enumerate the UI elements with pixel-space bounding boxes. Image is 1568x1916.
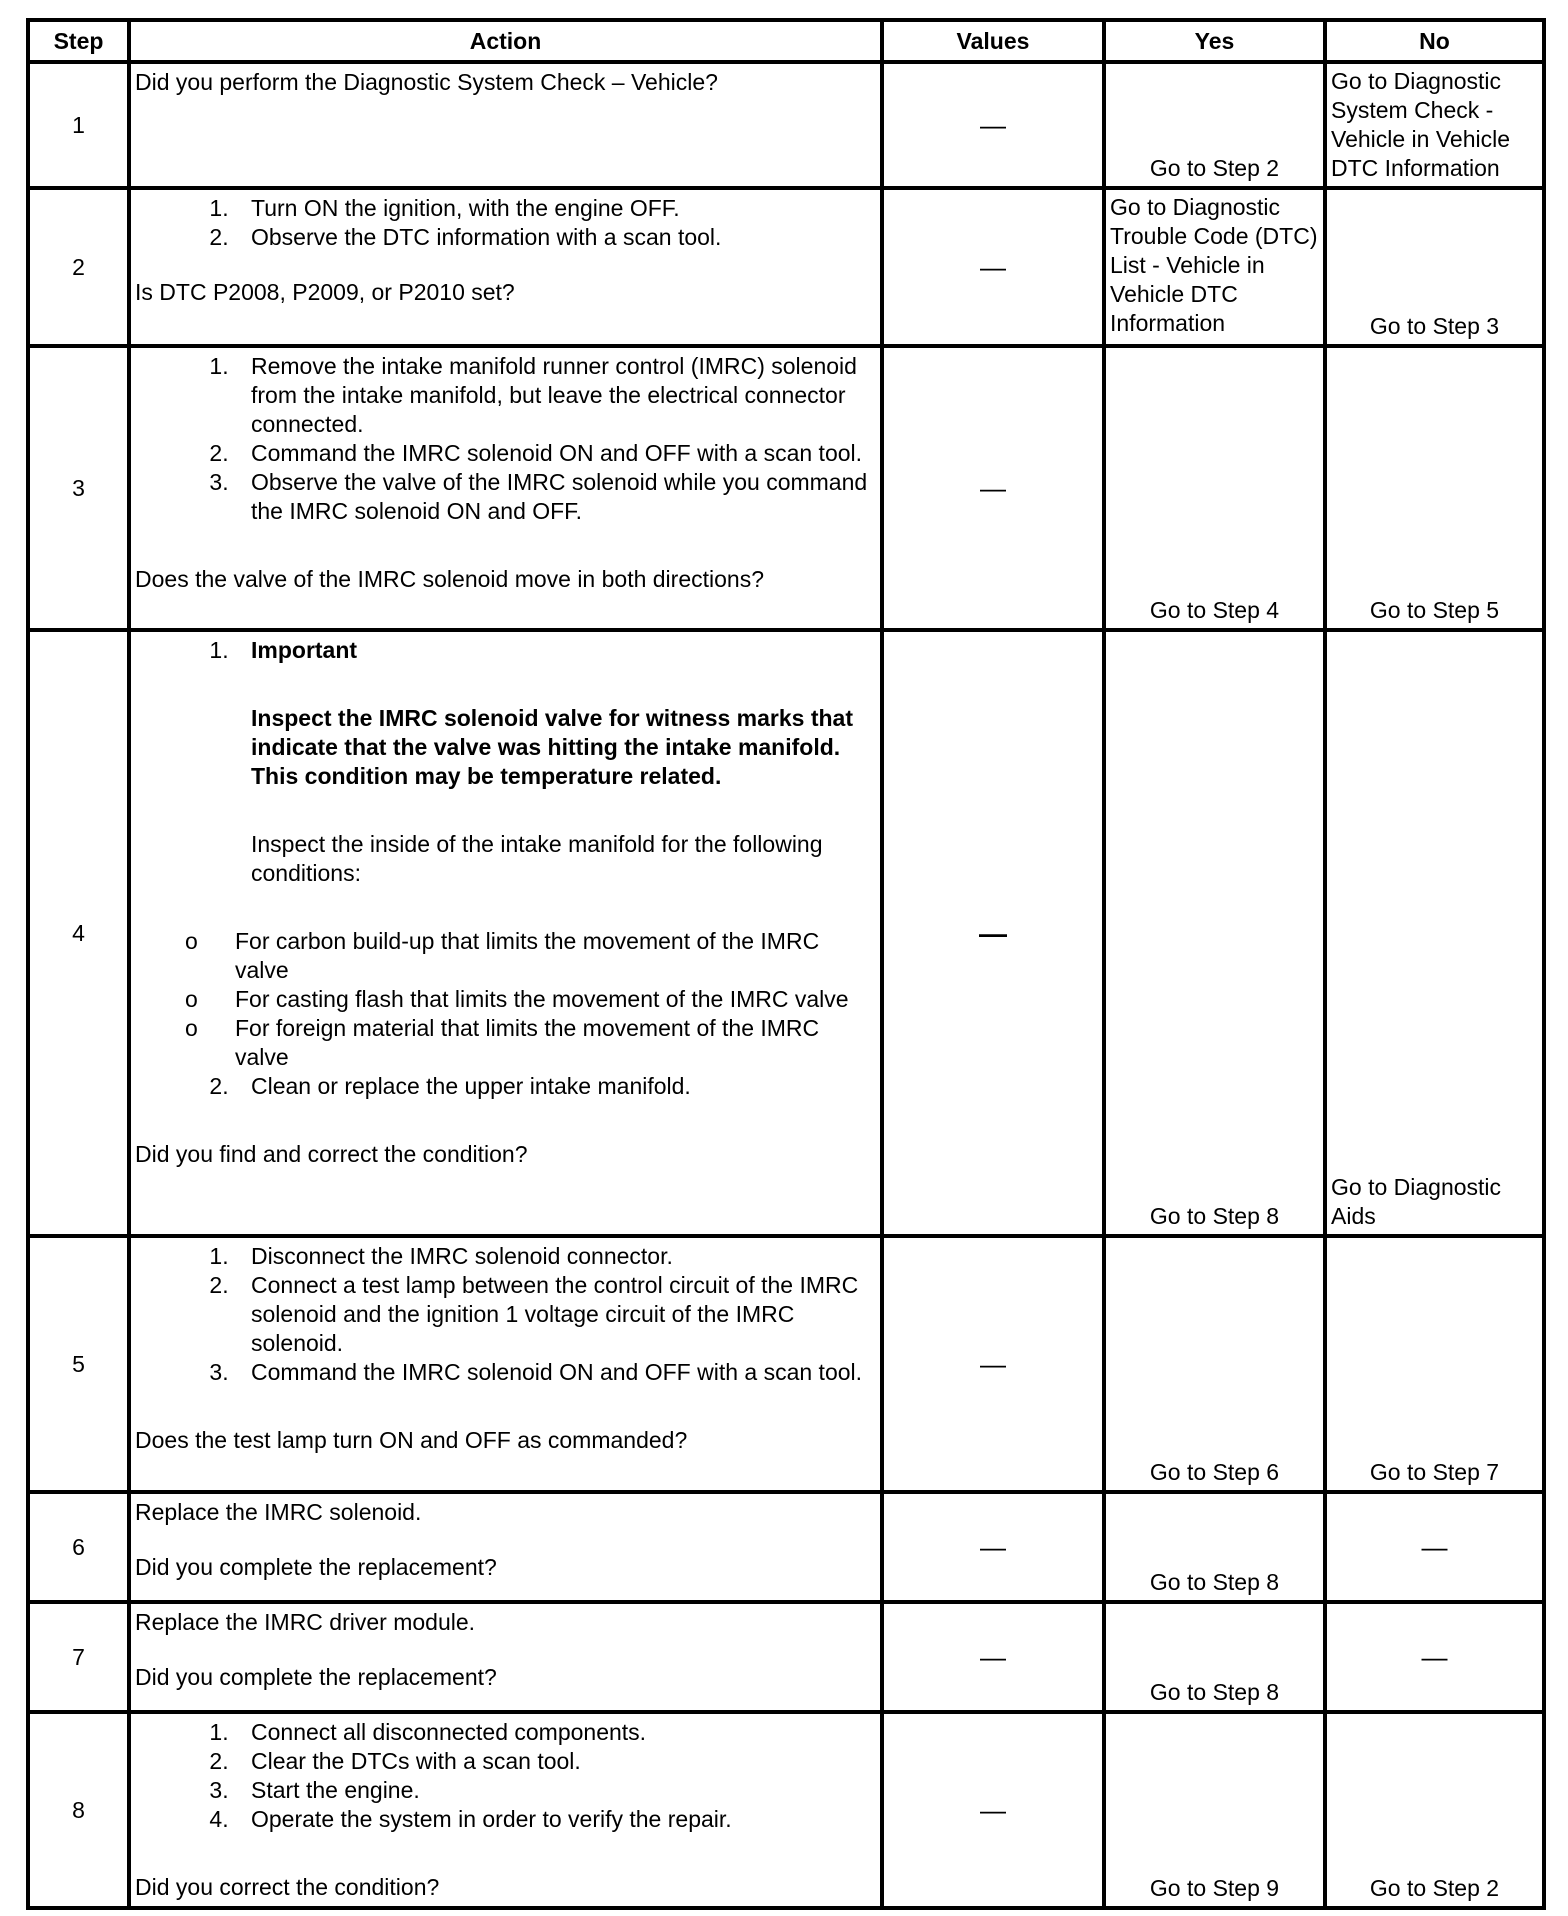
action-steps-list xyxy=(135,1242,872,1387)
values-cell: — xyxy=(882,630,1104,1236)
step-number: 6 xyxy=(28,1492,129,1602)
table-row xyxy=(28,1602,1544,1712)
action-step: 1. Turn ON the ignition, with the engine OFF. xyxy=(235,194,872,223)
no-cell: Go to Step 7 xyxy=(1325,1236,1544,1492)
step-number: 4 xyxy=(28,630,129,1236)
table-row xyxy=(28,1236,1544,1492)
table-row xyxy=(28,630,1544,1236)
yes-cell: Go to Step 2 xyxy=(1104,62,1325,188)
action-step: 3. Start the engine. xyxy=(235,1776,872,1805)
yes-cell: Go to Step 4 xyxy=(1104,346,1325,630)
values-cell: — xyxy=(882,1236,1104,1492)
action-step: 3. Observe the valve of the IMRC solenoid while you command the IMRC solenoid ON and OFF. xyxy=(235,468,872,526)
values-cell: — xyxy=(882,188,1104,346)
table-row xyxy=(28,188,1544,346)
yes-cell: Go to Step 8 xyxy=(1104,1492,1325,1602)
circle-bullet-icon: o xyxy=(185,986,198,1012)
action-question: Is DTC P2008, P2009, or P2010 set? xyxy=(135,279,515,305)
condition-item xyxy=(135,985,872,1014)
header-yes: Yes xyxy=(1104,20,1325,62)
header-row xyxy=(28,20,1544,62)
condition-item xyxy=(135,927,872,985)
table-row xyxy=(28,1712,1544,1908)
yes-cell: Go to Step 9 xyxy=(1104,1712,1325,1908)
action-question: Did you complete the replacement? xyxy=(135,1664,497,1690)
condition-text: For casting flash that limits the movement of the IMRC valve xyxy=(235,986,849,1012)
action-step xyxy=(185,636,872,1072)
diagnostic-table xyxy=(26,18,1546,1910)
action-step: 3. Command the IMRC solenoid ON and OFF with a scan tool. xyxy=(235,1358,872,1387)
action-question: Did you find and correct the condition? xyxy=(135,1141,528,1167)
values-cell: — xyxy=(882,346,1104,630)
action-step: 2. Clean or replace the upper intake manifold. xyxy=(235,1072,872,1101)
step-number: 1 xyxy=(28,62,129,188)
action-cell xyxy=(129,62,882,188)
action-step: 2. Command the IMRC solenoid ON and OFF with a scan tool. xyxy=(235,439,872,468)
header-action: Action xyxy=(129,20,882,62)
action-text: Replace the IMRC solenoid. xyxy=(135,1499,422,1525)
no-cell: — xyxy=(1325,1602,1544,1712)
action-text: Replace the IMRC driver module. xyxy=(135,1609,476,1635)
condition-text: For foreign material that limits the movement of the IMRC valve xyxy=(235,1015,820,1070)
values-cell: — xyxy=(882,1492,1104,1602)
action-step: 2. Observe the DTC information with a scan tool. xyxy=(235,223,872,252)
action-steps-list xyxy=(135,636,872,1101)
action-question: Did you complete the replacement? xyxy=(135,1554,497,1580)
values-cell: — xyxy=(882,62,1104,188)
action-cell xyxy=(129,1492,882,1602)
header-values: Values xyxy=(882,20,1104,62)
no-cell: Go to Diagnostic System Check - Vehicle in Vehicle DTC Information xyxy=(1325,62,1544,188)
action-cell xyxy=(129,1712,882,1908)
action-steps-list xyxy=(135,352,872,526)
important-note: Inspect the IMRC solenoid valve for witness marks that indicate that the valve was hitting the intake manifold. This condition may be temperature related. xyxy=(251,705,853,789)
step-number: 2 xyxy=(28,188,129,346)
action-question: Does the valve of the IMRC solenoid move in both directions? xyxy=(135,566,764,592)
no-cell: Go to Step 5 xyxy=(1325,346,1544,630)
no-cell: — xyxy=(1325,1492,1544,1602)
no-cell: Go to Step 3 xyxy=(1325,188,1544,346)
circle-bullet-icon: o xyxy=(185,928,198,954)
action-question: Did you correct the condition? xyxy=(135,1874,440,1900)
action-cell xyxy=(129,1236,882,1492)
action-cell xyxy=(129,188,882,346)
action-steps-list xyxy=(135,1718,872,1834)
header-no: No xyxy=(1325,20,1544,62)
action-step: 1. Disconnect the IMRC solenoid connector. xyxy=(235,1242,872,1271)
table-row xyxy=(28,62,1544,188)
action-question: Does the test lamp turn ON and OFF as commanded? xyxy=(135,1427,688,1453)
header-step: Step xyxy=(28,20,129,62)
condition-item xyxy=(135,1014,872,1072)
table-row xyxy=(28,346,1544,630)
action-steps-list xyxy=(135,194,872,252)
action-text: Did you perform the Diagnostic System Check – Vehicle? xyxy=(135,69,718,95)
step-number: 8 xyxy=(28,1712,129,1908)
no-cell: Go to Diagnostic Aids xyxy=(1325,630,1544,1236)
inspect-instruction: Inspect the inside of the intake manifold for the following conditions: xyxy=(251,831,823,886)
yes-cell: Go to Step 8 xyxy=(1104,630,1325,1236)
action-cell xyxy=(129,630,882,1236)
important-title: 1. Important xyxy=(251,637,358,663)
yes-cell: Go to Step 8 xyxy=(1104,1602,1325,1712)
yes-cell: Go to Diagnostic Trouble Code (DTC) List - Vehicle in Vehicle DTC Information xyxy=(1104,188,1325,346)
step-number: 3 xyxy=(28,346,129,630)
action-cell xyxy=(129,346,882,630)
values-cell: — xyxy=(882,1602,1104,1712)
action-step: 4. Operate the system in order to verify the repair. xyxy=(235,1805,872,1834)
step-number: 5 xyxy=(28,1236,129,1492)
no-cell: Go to Step 2 xyxy=(1325,1712,1544,1908)
values-cell: — xyxy=(882,1712,1104,1908)
yes-cell: Go to Step 6 xyxy=(1104,1236,1325,1492)
step-number: 7 xyxy=(28,1602,129,1712)
action-step: 1. Connect all disconnected components. xyxy=(235,1718,872,1747)
conditions-list xyxy=(135,927,872,1072)
action-cell xyxy=(129,1602,882,1712)
condition-text: For carbon build-up that limits the movement of the IMRC valve xyxy=(235,928,820,983)
action-step: 2. Connect a test lamp between the control circuit of the IMRC solenoid and the ignition 1 voltage circuit of the IMRC solenoid. xyxy=(235,1271,872,1358)
circle-bullet-icon: o xyxy=(185,1015,198,1041)
action-step: 1. Remove the intake manifold runner control (IMRC) solenoid from the intake manifold, but leave the electrical connector connected. xyxy=(235,352,872,439)
action-step: 2. Clear the DTCs with a scan tool. xyxy=(235,1747,872,1776)
table-row xyxy=(28,1492,1544,1602)
